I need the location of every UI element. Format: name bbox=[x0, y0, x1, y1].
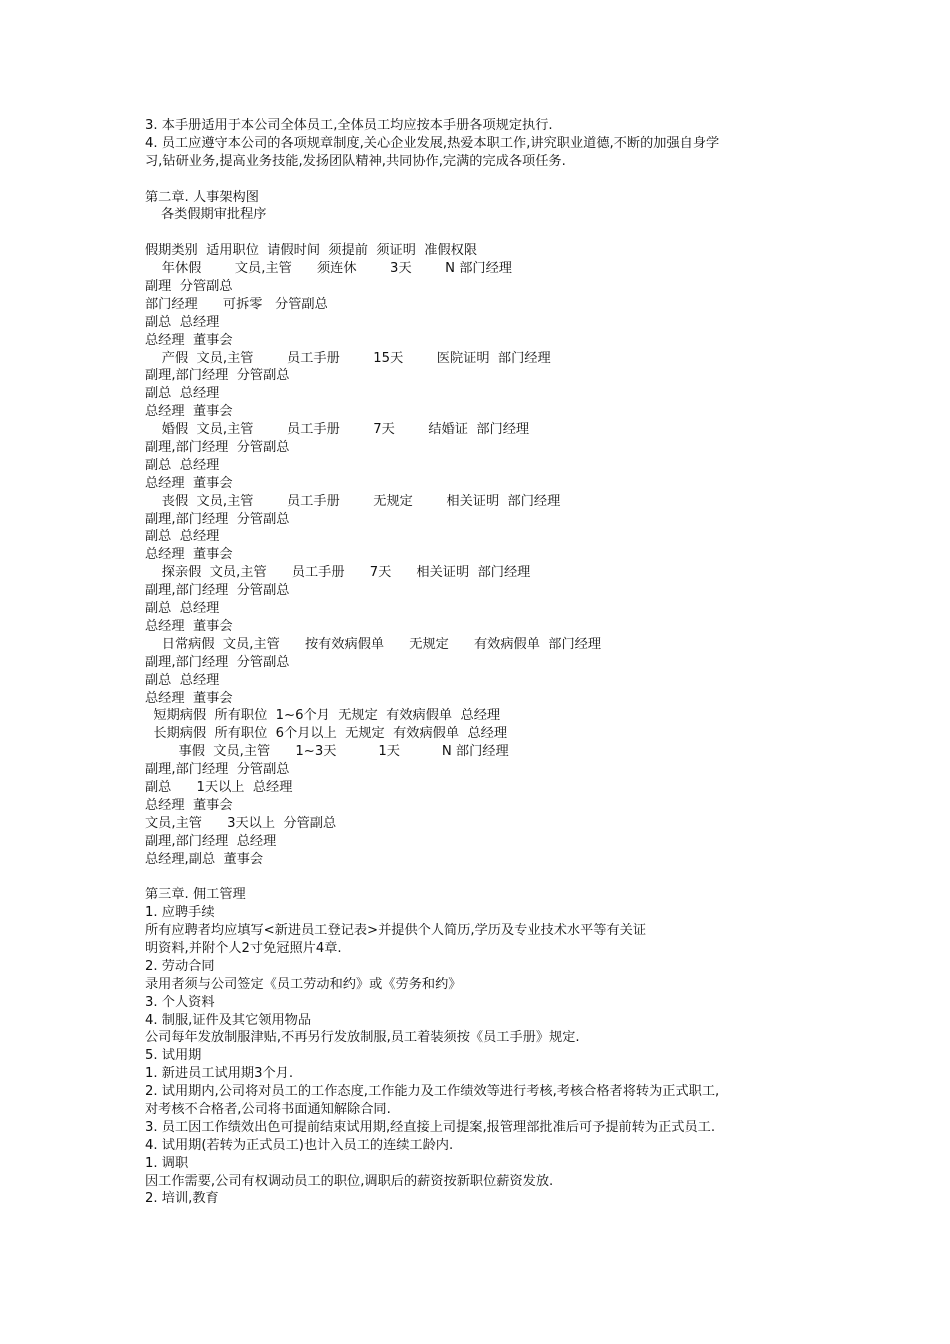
chapter3-line: 4. 制服,证件及其它领用物品 bbox=[145, 1012, 312, 1028]
intro-item-3: 3. 本手册适用于本公司全体员工,全体员工均应按本手册各项规定执行. bbox=[145, 118, 553, 133]
chapter3-line: 2. 劳动合同 bbox=[145, 958, 215, 974]
leave-approval-line: 年休假 文员,主管 须连休 3天 N 部门经理 bbox=[145, 261, 512, 277]
leave-approval-line: 总经理 董事会 bbox=[145, 404, 233, 420]
leave-approval-line: 副总 总经理 bbox=[145, 314, 220, 330]
leave-approval-line: 副理,部门经理 分管副总 bbox=[145, 762, 290, 778]
leave-approval-line: 总经理 董事会 bbox=[145, 690, 233, 706]
leave-approval-line: 副总 1天以上 总经理 bbox=[145, 779, 293, 795]
leave-approval-line: 短期病假 所有职位 1~6个月 无规定 有效病假单 总经理 bbox=[145, 708, 501, 724]
chapter3-line: 1. 调职 bbox=[145, 1155, 189, 1171]
leave-approval-line: 副理 分管副总 bbox=[145, 279, 233, 295]
chapter3-line: 2. 试用期内,公司将对员工的工作态度,工作能力及工作绩效等进行考核,考核合格者将转为正式职工, bbox=[145, 1084, 720, 1100]
leave-approval-line: 丧假 文员,主管 员工手册 无规定 相关证明 部门经理 bbox=[145, 493, 561, 509]
spacer bbox=[145, 224, 825, 242]
chapter3-line: 所有应聘者均应填写<新进员工登记表>并提供个人简历,学历及专业技术水平等有关证 bbox=[145, 923, 647, 939]
leave-approval-line: 副总 总经理 bbox=[145, 529, 220, 545]
intro-item-4-continued: 习,钻研业务,提高业务技能,发扬团队精神,共同协作,完满的完成各项任务. bbox=[145, 153, 566, 169]
chapter3-title: 第三章. 佣工管理 bbox=[145, 887, 246, 903]
chapter3-line: 录用者须与公司签定《员工劳动和约》或《劳务和约》 bbox=[145, 976, 462, 992]
chapter3-line: 4. 试用期(若转为正式员工)也计入员工的连续工龄内. bbox=[145, 1137, 454, 1153]
chapter2-title: 第二章. 人事架构图 bbox=[145, 189, 259, 205]
leave-approval-line: 部门经理 可拆零 分管副总 bbox=[145, 296, 328, 312]
leave-approval-line: 副理,部门经理 分管副总 bbox=[145, 583, 290, 599]
document-page bbox=[145, 117, 825, 1208]
chapter3-line: 因工作需要,公司有权调动员工的职位,调职后的薪资按新职位薪资发放. bbox=[145, 1173, 554, 1189]
leave-approval-line: 副总 总经理 bbox=[145, 457, 220, 473]
intro-item-4: 4. 员工应遵守本公司的各项规章制度,关心企业发展,热爱本职工作,讲究职业道德,不断的加强自身学 bbox=[145, 135, 720, 151]
leave-approval-line: 副理,部门经理 分管副总 bbox=[145, 511, 290, 527]
chapter3-line: 3. 员工因工作绩效出色可提前结束试用期,经直接上司提案,报管理部批准后可予提前转为正式员工. bbox=[145, 1119, 716, 1135]
leave-approval-line: 日常病假 文员,主管 按有效病假单 无规定 有效病假单 部门经理 bbox=[145, 636, 602, 652]
leave-approval-line: 副理,部门经理 总经理 bbox=[145, 833, 277, 849]
leave-approval-line: 婚假 文员,主管 员工手册 7天 结婚证 部门经理 bbox=[145, 422, 530, 438]
chapter3-line: 明资料,并附个人2寸免冠照片4章. bbox=[145, 940, 342, 956]
leave-approval-line: 总经理 董事会 bbox=[145, 475, 233, 491]
chapter3-line: 1. 新进员工试用期3个月. bbox=[145, 1066, 294, 1082]
leave-approval-line: 总经理,副总 董事会 bbox=[145, 851, 264, 867]
chapter3-line: 2. 培训,教育 bbox=[145, 1191, 219, 1207]
spacer bbox=[145, 868, 825, 886]
leave-approval-line: 探亲假 文员,主管 员工手册 7天 相关证明 部门经理 bbox=[145, 565, 531, 581]
leave-approval-line: 副总 总经理 bbox=[145, 601, 220, 617]
spacer bbox=[145, 171, 825, 189]
chapter3-line: 公司每年发放制服津贴,不再另行发放制服,员工着装须按《员工手册》规定. bbox=[145, 1030, 580, 1046]
leave-approval-line: 副理,部门经理 分管副总 bbox=[145, 654, 290, 670]
leave-approval-line: 文员,主管 3天以上 分管副总 bbox=[145, 815, 337, 831]
leave-approval-line: 副理,部门经理 分管副总 bbox=[145, 368, 290, 384]
leave-approval-lines bbox=[145, 260, 825, 868]
leave-approval-line: 副总 总经理 bbox=[145, 386, 220, 402]
leave-approval-line: 总经理 董事会 bbox=[145, 618, 233, 634]
chapter3-body bbox=[145, 904, 825, 1208]
chapter3-line: 3. 个人资料 bbox=[145, 994, 215, 1010]
leave-approval-line: 总经理 董事会 bbox=[145, 547, 233, 563]
leave-table-header: 假期类别 适用职位 请假时间 须提前 须证明 准假权限 bbox=[145, 243, 478, 259]
chapter3-line: 对考核不合格者,公司将书面通知解除合同. bbox=[145, 1101, 391, 1117]
chapter3-line: 5. 试用期 bbox=[145, 1048, 202, 1064]
leave-approval-line: 总经理 董事会 bbox=[145, 797, 233, 813]
leave-approval-line: 副总 总经理 bbox=[145, 672, 220, 688]
leave-approval-line: 副理,部门经理 分管副总 bbox=[145, 440, 290, 456]
leave-approval-line: 总经理 董事会 bbox=[145, 332, 233, 348]
chapter2-subtitle: 各类假期审批程序 bbox=[161, 207, 267, 223]
leave-approval-line: 事假 文员,主管 1~3天 1天 N 部门经理 bbox=[145, 744, 509, 760]
leave-approval-line: 长期病假 所有职位 6个月以上 无规定 有效病假单 总经理 bbox=[145, 726, 508, 742]
leave-approval-line: 产假 文员,主管 员工手册 15天 医院证明 部门经理 bbox=[145, 350, 551, 366]
chapter3-line: 1. 应聘手续 bbox=[145, 905, 215, 921]
